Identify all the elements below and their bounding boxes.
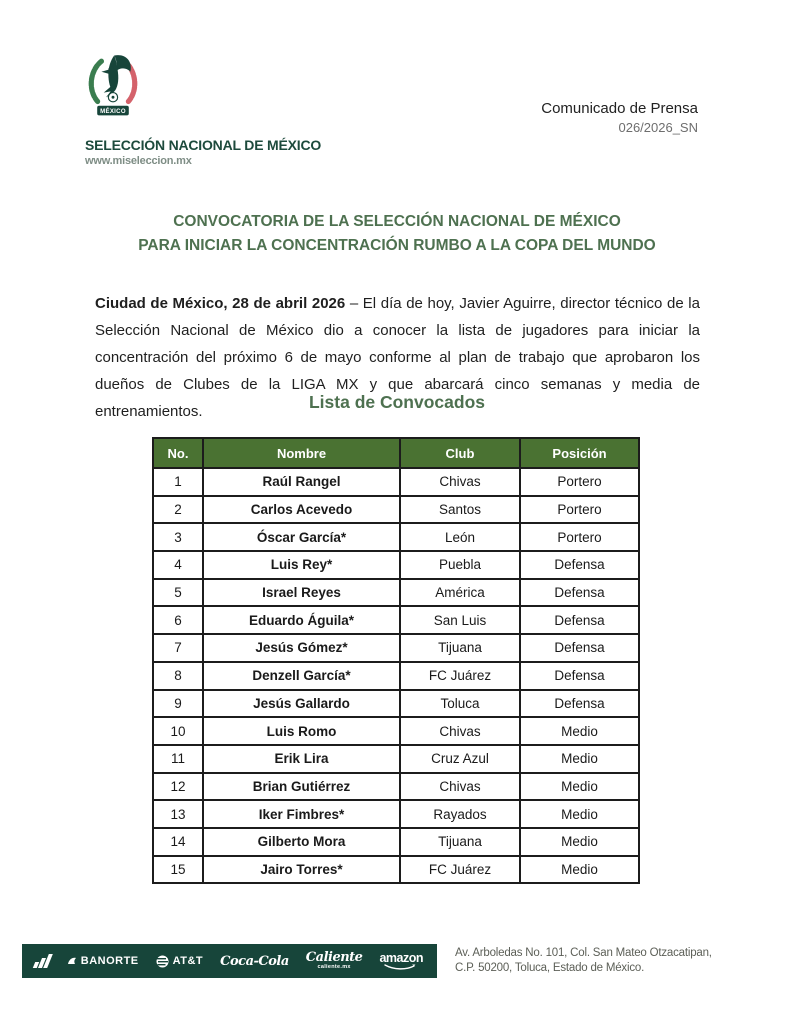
cell-no: 9 <box>153 690 203 718</box>
att-label: AT&T <box>172 955 204 967</box>
cell-no: 4 <box>153 551 203 579</box>
cell-no: 12 <box>153 773 203 801</box>
table-row <box>153 551 639 579</box>
cell-no: 3 <box>153 523 203 551</box>
cell-posicion: Medio <box>520 717 639 745</box>
cell-club: FC Juárez <box>400 662 520 690</box>
cell-posicion: Defensa <box>520 634 639 662</box>
page-title-line1: CONVOCATORIA DE LA SELECCIÓN NACIONAL DE MÉXICO <box>173 213 621 230</box>
cell-club: Tijuana <box>400 828 520 856</box>
adidas-logo-icon <box>34 954 50 968</box>
cell-posicion: Defensa <box>520 690 639 718</box>
cell-posicion: Defensa <box>520 606 639 634</box>
att-globe-icon <box>156 955 169 968</box>
table-row <box>153 662 639 690</box>
amazon-label: amazon <box>379 950 423 965</box>
cell-no: 2 <box>153 496 203 524</box>
column-header: Club <box>400 438 520 468</box>
table-row <box>153 717 639 745</box>
wreath-left <box>91 61 101 102</box>
brand-title: SELECCIÓN NACIONAL DE MÉXICO <box>85 137 322 153</box>
cell-club: América <box>400 579 520 607</box>
cell-club: León <box>400 523 520 551</box>
cell-nombre: Jairo Torres* <box>203 856 400 884</box>
cell-club: Chivas <box>400 717 520 745</box>
cell-nombre: Jesús Gallardo <box>203 690 400 718</box>
cell-club: FC Juárez <box>400 856 520 884</box>
roster-table-body <box>153 468 639 883</box>
cell-club: Cruz Azul <box>400 745 520 773</box>
cell-club: Chivas <box>400 773 520 801</box>
list-heading: Lista de Convocados <box>308 392 485 412</box>
cell-club: San Luis <box>400 606 520 634</box>
cell-nombre: Erik Lira <box>203 745 400 773</box>
amazon-smile-icon <box>384 964 418 970</box>
cell-nombre: Denzell García* <box>203 662 400 690</box>
table-row <box>153 690 639 718</box>
cell-no: 8 <box>153 662 203 690</box>
banorte-icon <box>67 956 77 966</box>
table-row <box>153 745 639 773</box>
cell-posicion: Portero <box>520 468 639 496</box>
cell-posicion: Defensa <box>520 579 639 607</box>
document-type: Comunicado de Prensa <box>541 100 698 117</box>
crest-banner-label: MÉXICO <box>100 107 126 115</box>
cell-posicion: Defensa <box>520 662 639 690</box>
table-row <box>153 828 639 856</box>
caliente-sublabel: caliente.mx <box>317 964 351 971</box>
cell-nombre: Israel Reyes <box>203 579 400 607</box>
cell-club: Chivas <box>400 468 520 496</box>
cell-posicion: Medio <box>520 773 639 801</box>
cocacola-label: Coca-Cola <box>220 953 289 969</box>
document-number: 026/2026_SN <box>618 120 698 135</box>
eagle-icon <box>101 55 130 97</box>
cell-nombre: Iker Fimbres* <box>203 800 400 828</box>
cell-no: 11 <box>153 745 203 773</box>
cell-no: 7 <box>153 634 203 662</box>
footer-address <box>455 946 712 976</box>
table-row <box>153 523 639 551</box>
column-header: No. <box>153 438 203 468</box>
document-meta <box>541 100 698 135</box>
table-row <box>153 468 639 496</box>
cell-nombre: Luis Rey* <box>203 551 400 579</box>
mexico-crest-logo <box>84 52 142 132</box>
cell-no: 6 <box>153 606 203 634</box>
banorte-label: BANORTE <box>80 955 139 967</box>
cell-posicion: Portero <box>520 523 639 551</box>
cell-no: 10 <box>153 717 203 745</box>
cell-nombre: Jesús Gómez* <box>203 634 400 662</box>
table-row <box>153 606 639 634</box>
cell-club: Puebla <box>400 551 520 579</box>
roster-table <box>152 437 640 884</box>
footer-address-line1: Av. Arboledas No. 101, Col. San Mateo Otzacatipan, <box>455 947 712 959</box>
cell-club: Santos <box>400 496 520 524</box>
roster-table-head-row <box>153 438 639 468</box>
table-row <box>153 856 639 884</box>
cell-posicion: Medio <box>520 856 639 884</box>
adidas-bars-icon <box>34 954 50 968</box>
page-title-line2: PARA INICIAR LA CONCENTRACIÓN RUMBO A LA COPA DEL MUNDO <box>138 237 656 254</box>
table-row <box>153 634 639 662</box>
table-row <box>153 579 639 607</box>
cell-no: 13 <box>153 800 203 828</box>
cell-nombre: Óscar García* <box>203 523 400 551</box>
caliente-logo <box>306 951 363 971</box>
cell-nombre: Brian Gutiérrez <box>203 773 400 801</box>
cell-nombre: Eduardo Águila* <box>203 606 400 634</box>
footer-address-line2: C.P. 50200, Toluca, Estado de México. <box>455 962 645 974</box>
paragraph-text: – El día de hoy, Javier Aguirre, director técnico de la Selección Nacional de México dio a conocer la lista de jugadores para iniciar la concentración del próximo 6 de mayo conforme al plan de trabajo que aprobaron los dueños de Clubes de la LIGA MX y que abarcará cinco semanas y media de entrenamientos. <box>95 295 700 420</box>
cell-no: 15 <box>153 856 203 884</box>
column-header: Nombre <box>203 438 400 468</box>
sponsor-bar <box>22 944 437 978</box>
cell-no: 14 <box>153 828 203 856</box>
cell-no: 5 <box>153 579 203 607</box>
table-row <box>153 800 639 828</box>
table-row <box>153 773 639 801</box>
cell-posicion: Medio <box>520 828 639 856</box>
table-row <box>153 496 639 524</box>
caliente-label: Caliente <box>305 950 363 966</box>
att-logo <box>156 955 204 968</box>
cocacola-logo <box>220 954 289 969</box>
column-header: Posición <box>520 438 639 468</box>
dateline: Ciudad de México, 28 de abril 2026 <box>95 295 346 312</box>
amazon-logo <box>379 952 423 971</box>
cell-nombre: Gilberto Mora <box>203 828 400 856</box>
cell-club: Tijuana <box>400 634 520 662</box>
cell-posicion: Defensa <box>520 551 639 579</box>
brand-block <box>85 137 321 167</box>
cell-nombre: Carlos Acevedo <box>203 496 400 524</box>
cell-posicion: Portero <box>520 496 639 524</box>
cell-nombre: Raúl Rangel <box>203 468 400 496</box>
cell-club: Rayados <box>400 800 520 828</box>
cell-posicion: Medio <box>520 745 639 773</box>
brand-website: www.miseleccion.mx <box>85 155 192 167</box>
cell-nombre: Luis Romo <box>203 717 400 745</box>
cell-posicion: Medio <box>520 800 639 828</box>
cell-no: 1 <box>153 468 203 496</box>
cell-club: Toluca <box>400 690 520 718</box>
page-title <box>94 210 700 258</box>
banorte-logo <box>67 955 139 967</box>
